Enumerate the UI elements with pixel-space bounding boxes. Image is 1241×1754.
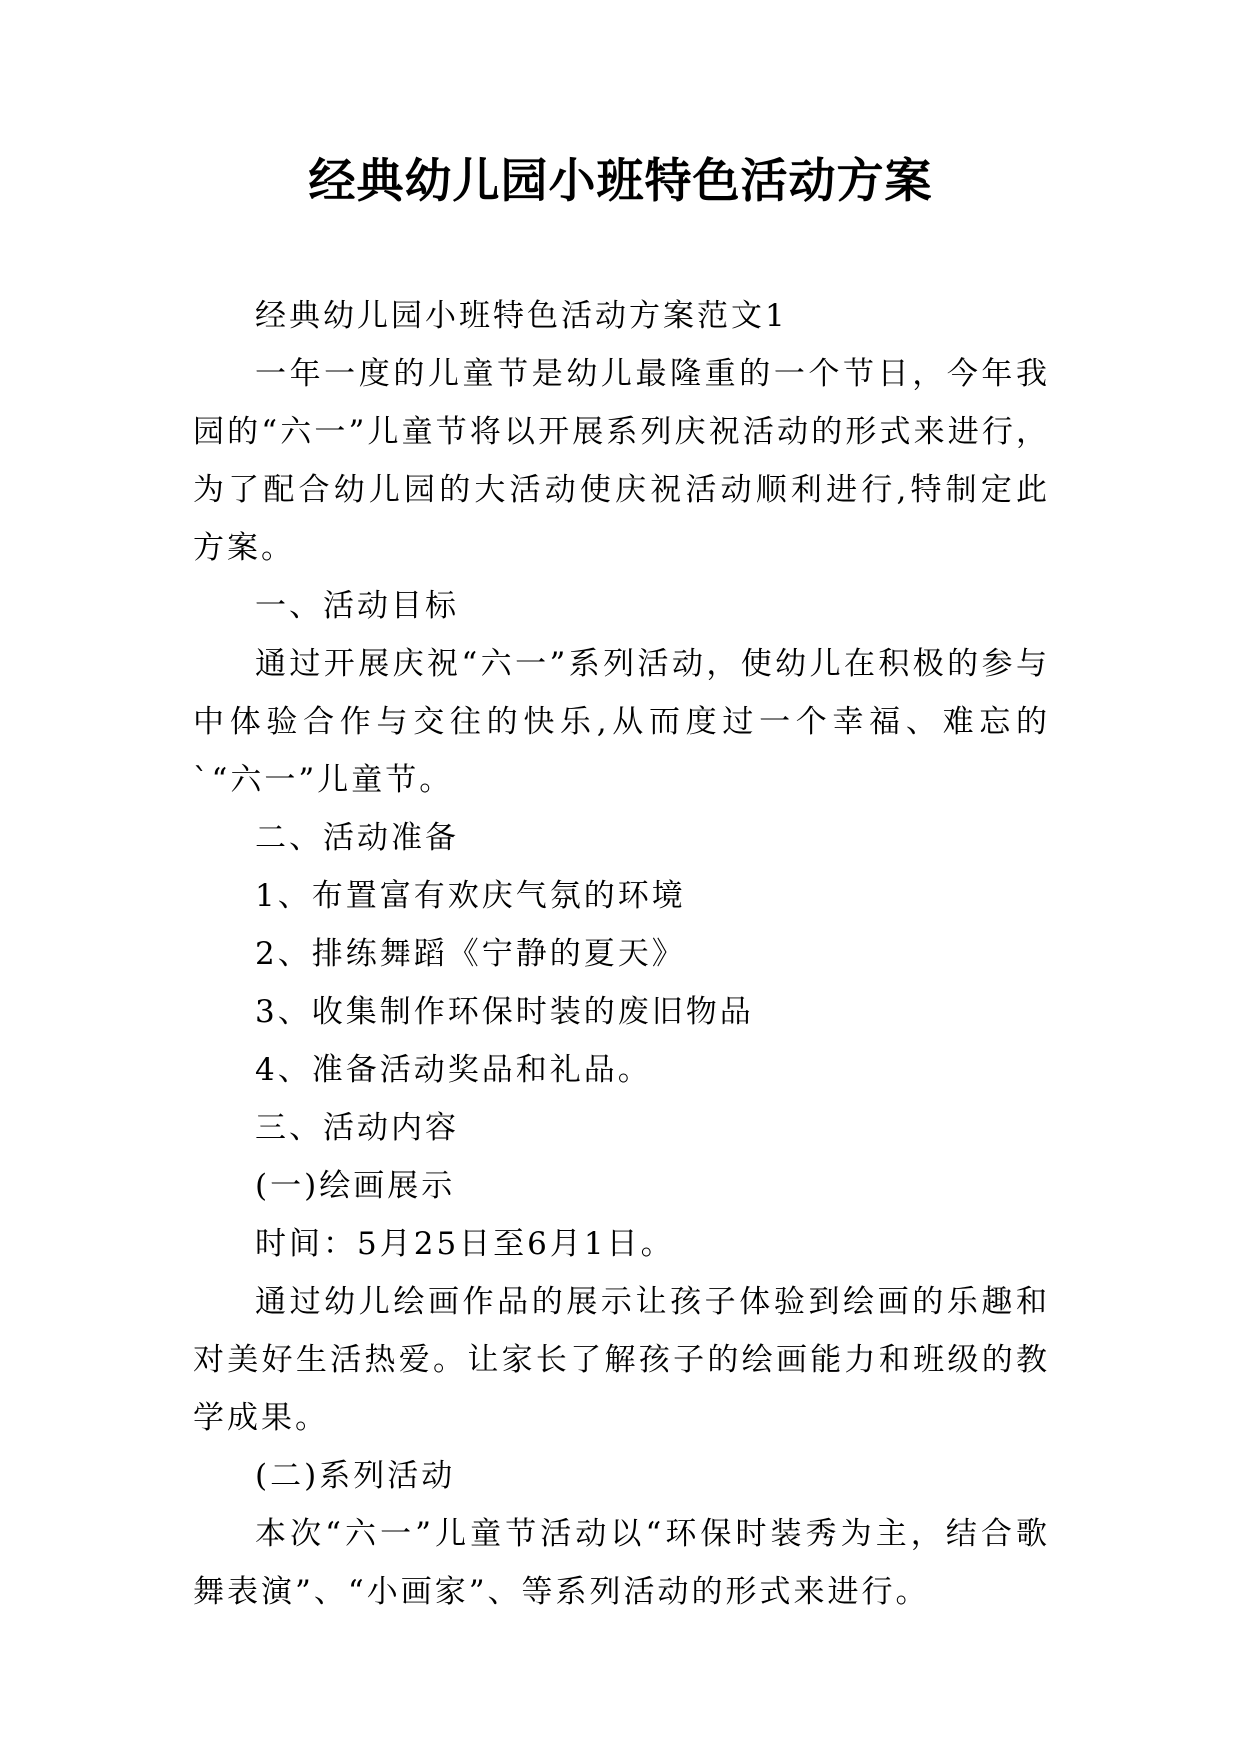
paragraph-goals: 通过开展庆祝“六一”系列活动，使幼儿在积极的参与中体验合作与交往的快乐,从而度过一个幸福、难忘的`“六一”儿童节。 [193,646,1050,798]
list-item-prep-4: 4、准备活动奖品和礼品。 [255,1052,652,1088]
heading-preparation: 二、活动准备 [255,820,459,856]
document-title: 经典幼儿园小班特色活动方案 [308,154,933,209]
heading-content: 三、活动内容 [255,1110,459,1146]
paragraph-subtitle: 经典幼儿园小班特色活动方案范文1 [255,298,788,334]
subheading-drawing: (一)绘画展示 [255,1168,456,1204]
list-item-prep-1: 1、布置富有欢庆气氛的环境 [255,878,686,914]
heading-goals: 一、活动目标 [255,588,459,624]
paragraph-time: 时间：5月25日至6月1日。 [255,1226,675,1262]
paragraph-series: 本次“六一”儿童节活动以“环保时装秀为主，结合歌舞表演”、“小画家”、等系列活动的形式来进行。 [193,1516,1050,1610]
subheading-series: (二)系列活动 [255,1458,456,1494]
paragraph-intro: 一年一度的儿童节是幼儿最隆重的一个节日，今年我园的“六一”儿童节将以开展系列庆祝活动的形式来进行，为了配合幼儿园的大活动使庆祝活动顺利进行,特制定此方案。 [193,356,1050,566]
document-body [193,287,1050,1621]
list-item-prep-3: 3、收集制作环保时装的废旧物品 [255,994,754,1030]
list-item-prep-2: 2、排练舞蹈《宁静的夏天》 [255,936,686,972]
paragraph-drawing: 通过幼儿绘画作品的展示让孩子体验到绘画的乐趣和对美好生活热爱。让家长了解孩子的绘画能力和班级的教学成果。 [193,1284,1050,1436]
